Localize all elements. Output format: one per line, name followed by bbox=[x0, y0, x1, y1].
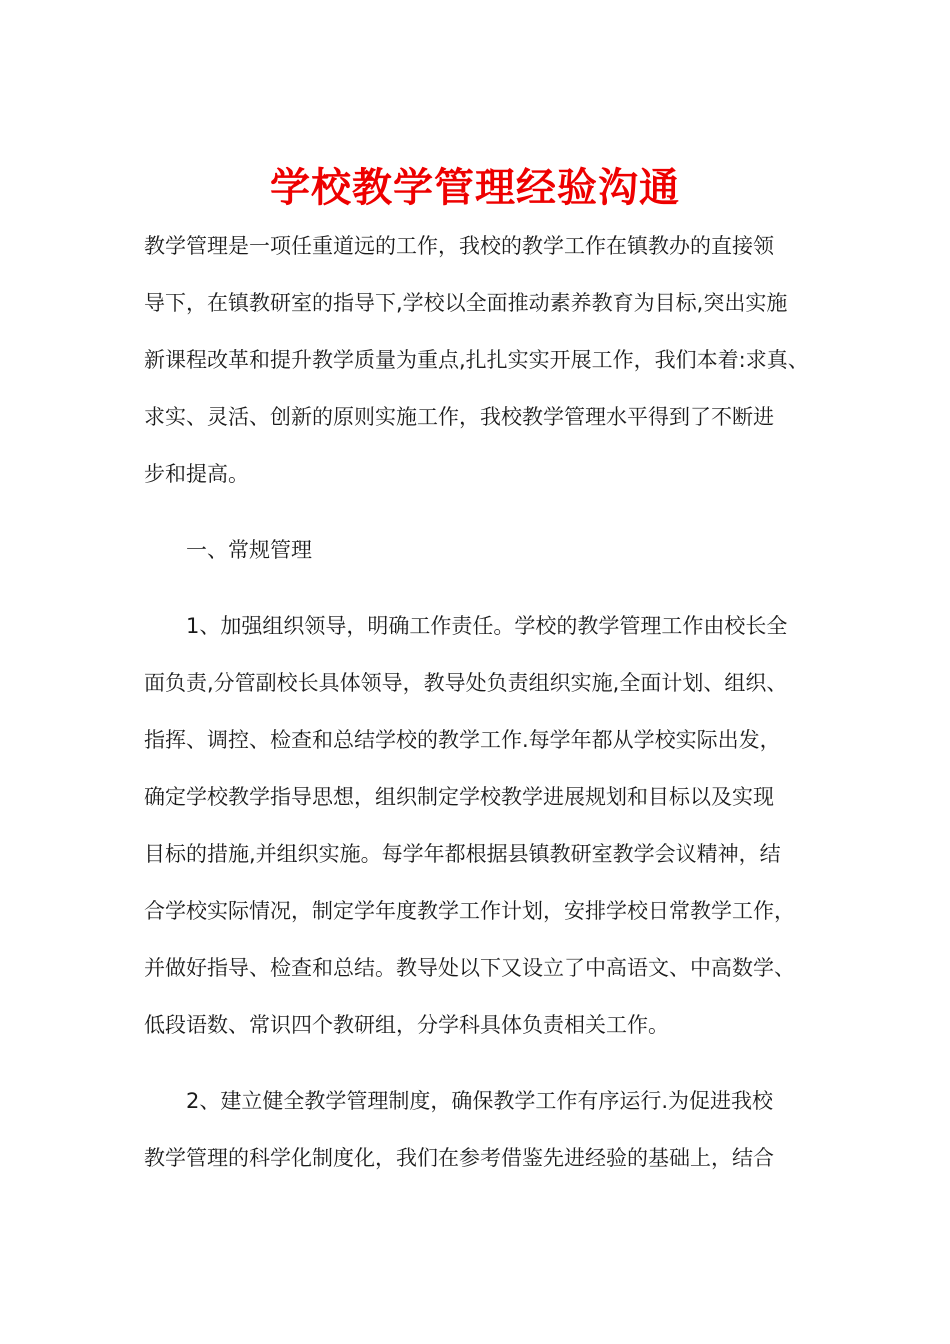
document-title: 学校教学管理经验沟通 bbox=[270, 165, 680, 211]
document-body bbox=[144, 232, 814, 1201]
text-line: 低段语数、常识四个教研组，分学科具体负责相关工作。 bbox=[144, 1013, 669, 1037]
text-line: 教学管理是一项任重道远的工作，我校的教学工作在镇教办的直接领 bbox=[144, 234, 774, 258]
text-line: 求实、灵活、创新的原则实施工作，我校教学管理水平得到了不断进 bbox=[144, 405, 774, 429]
paragraph-gap bbox=[144, 593, 814, 612]
text-line: 2、建立健全教学管理制度，确保教学工作有序运行.为促进我校 bbox=[186, 1089, 774, 1113]
text-line: 导下，在镇教研室的指导下,学校以全面推动素养教育为目标,突出实施 bbox=[144, 291, 788, 315]
text-line: 目标的措施,并组织实施。每学年都根据县镇教研室教学会议精神，结 bbox=[144, 842, 781, 866]
text-line: 面负责,分管副校长具体领导，教导处负责组织实施,全面计划、组织、 bbox=[144, 671, 788, 695]
text-line: 教学管理的科学化制度化，我们在参考借鉴先进经验的基础上，结合 bbox=[144, 1146, 774, 1170]
text-line: 合学校实际情况，制定学年度教学工作计划，安排学校日常教学工作， bbox=[144, 899, 795, 923]
text-line: 确定学校教学指导思想，组织制定学校教学进展规划和目标以及实现 bbox=[144, 785, 774, 809]
text-line: 指挥、调控、检查和总结学校的教学工作.每学年都从学校实际出发， bbox=[144, 728, 781, 752]
text-line: 步和提高。 bbox=[144, 462, 249, 486]
text-line: 1、加强组织领导，明确工作责任。学校的教学管理工作由校长全 bbox=[186, 614, 788, 638]
paragraph-gap bbox=[144, 1068, 814, 1087]
paragraph-gap bbox=[144, 517, 814, 536]
text-line: 并做好指导、检查和总结。教导处以下又设立了中高语文、中高数学、 bbox=[144, 956, 795, 980]
section-heading: 一、常规管理 bbox=[186, 538, 312, 562]
text-line: 新课程改革和提升教学质量为重点,扎扎实实开展工作，我们本着:求真、 bbox=[144, 348, 809, 372]
